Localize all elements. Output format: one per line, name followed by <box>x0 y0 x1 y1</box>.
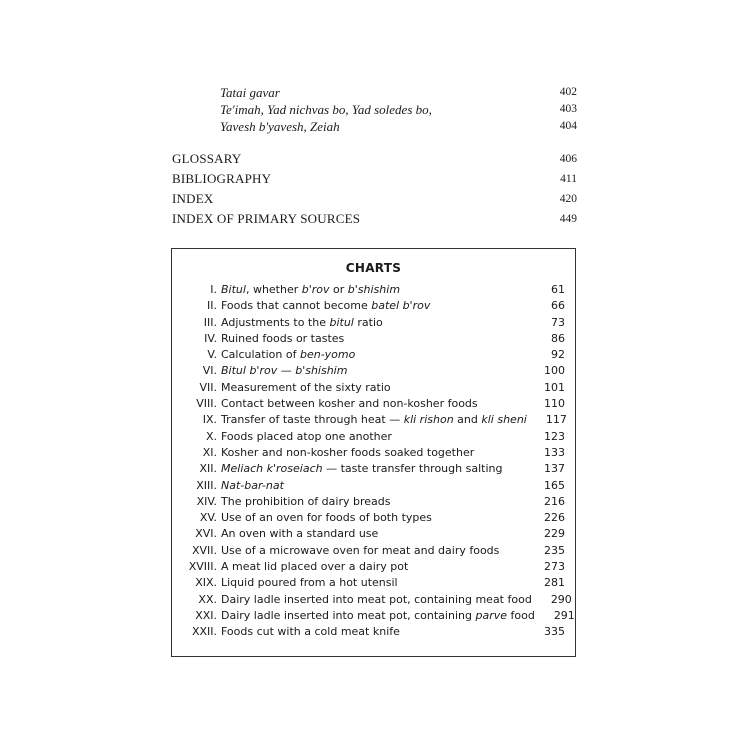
chart-list-item <box>172 559 575 575</box>
chart-list-item <box>172 347 575 363</box>
chart-title-segment: food <box>507 608 535 622</box>
chart-title <box>217 494 525 510</box>
chart-numeral: XII. <box>199 462 217 476</box>
chart-list-item <box>172 412 575 428</box>
chart-list-item <box>172 510 575 526</box>
chart-title-segment: Kosher and non-kosher foods soaked together <box>221 445 475 459</box>
chart-title-segment: The prohibition of dairy breads <box>221 494 391 508</box>
chart-numeral: II. <box>207 299 217 313</box>
toc-subentry <box>220 101 577 118</box>
chart-numeral: XVI. <box>195 527 217 541</box>
chart-list-item <box>172 282 575 298</box>
chart-title <box>217 412 527 428</box>
chart-page: 137 <box>544 462 565 476</box>
chart-title <box>217 331 525 347</box>
chart-title <box>217 315 525 331</box>
chart-title-italic-segment: b'rov <box>301 283 330 296</box>
chart-title <box>217 575 525 591</box>
chart-title <box>217 282 525 298</box>
chart-title-segment: — taste transfer through salting <box>322 462 503 476</box>
chart-title <box>217 608 535 624</box>
chart-title-segment: Contact between kosher and non-kosher foods <box>221 397 478 411</box>
chart-numeral: X. <box>205 429 217 443</box>
chart-title <box>217 478 525 494</box>
toc-subentry <box>220 84 577 101</box>
chart-title-segment: Dairy ladle inserted into meat pot, containing <box>221 608 476 622</box>
chart-title-segment: — <box>277 364 296 378</box>
toc-entry-bibliography <box>172 169 577 189</box>
chart-numeral: I. <box>210 283 217 296</box>
chart-page: 290 <box>550 592 572 606</box>
chart-page: 226 <box>544 511 565 525</box>
chart-title-segment: Foods placed atop one another <box>221 429 392 443</box>
toc-entry-title: INDEX OF PRIMARY SOURCES <box>172 211 361 226</box>
chart-title <box>217 510 525 526</box>
chart-title-segment: , whether <box>245 283 302 296</box>
chart-title-segment: Liquid poured from a hot utensil <box>221 576 398 590</box>
chart-page: 123 <box>544 429 565 443</box>
chart-title-segment: and <box>453 413 482 427</box>
chart-title-segment: Adjustments to the <box>221 315 330 329</box>
chart-title-segment: Dairy ladle inserted into meat pot, containing meat food <box>221 592 532 606</box>
chart-title-italic-segment: kli sheni <box>481 413 527 427</box>
chart-title-italic-segment: b'shishim <box>347 283 401 296</box>
chart-title <box>217 461 525 477</box>
chart-page: 100 <box>544 364 565 378</box>
toc-entry-page: 420 <box>559 193 577 205</box>
chart-page: 101 <box>544 380 565 394</box>
toc-entry-page: 406 <box>559 153 577 165</box>
chart-page: 92 <box>551 348 565 362</box>
toc-entry-title: INDEX <box>172 191 214 206</box>
chart-title-italic-segment: bitul <box>329 315 354 329</box>
chart-page: 110 <box>544 397 565 411</box>
chart-title-italic-segment: ben-yomo <box>299 348 356 362</box>
chart-numeral: VII. <box>199 380 217 394</box>
chart-page: 291 <box>553 608 575 622</box>
chart-title-segment: or <box>329 283 348 296</box>
chart-title-segment: ratio <box>353 315 383 329</box>
chart-numeral: III. <box>203 315 217 329</box>
charts-box <box>171 248 576 657</box>
chart-list-item <box>172 396 575 412</box>
chart-title-italic-segment: Meliach k'roseiach <box>221 462 323 476</box>
toc-subentry-title: Tatai gavar <box>220 85 280 100</box>
chart-title-segment: Use of an oven for foods of both types <box>221 511 432 525</box>
charts-title: CHARTS <box>345 261 402 275</box>
chart-title-segment: Foods that cannot become <box>221 299 372 313</box>
toc-entry-index <box>172 189 577 209</box>
chart-page: 335 <box>544 625 565 639</box>
chart-title <box>217 559 525 575</box>
chart-title-segment: An oven with a standard use <box>221 527 379 541</box>
chart-title-segment: Calculation of <box>221 348 300 362</box>
chart-title <box>217 624 525 640</box>
chart-page: 61 <box>551 283 565 296</box>
chart-title-italic-segment: b'shishim <box>295 364 348 378</box>
chart-title <box>217 380 525 396</box>
toc-subentry-page: 404 <box>559 120 577 132</box>
chart-list-item <box>172 624 575 640</box>
chart-list-item <box>172 315 575 331</box>
chart-numeral: XXII. <box>191 625 217 639</box>
chart-numeral: XV. <box>199 511 217 525</box>
toc-subentry-page: 403 <box>559 103 577 115</box>
chart-list-item <box>172 363 575 379</box>
chart-list-item <box>172 331 575 347</box>
chart-title <box>217 363 525 379</box>
chart-numeral: XIV. <box>196 494 217 508</box>
chart-title-italic-segment: Nat-bar-nat <box>221 478 284 492</box>
chart-numeral: IX. <box>202 413 217 427</box>
chart-numeral: XI. <box>202 445 217 459</box>
chart-title <box>217 429 525 445</box>
chart-title-segment: Ruined foods or tastes <box>221 331 345 345</box>
chart-numeral: VI. <box>202 364 217 378</box>
charts-list <box>172 282 575 641</box>
chart-title <box>217 396 525 412</box>
toc-subentry-title: Te'imah, Yad nichvas bo, Yad soledes bo, <box>220 102 432 117</box>
chart-title-segment: Transfer of taste through heat — <box>221 413 404 427</box>
chart-page: 66 <box>551 299 565 313</box>
chart-numeral: V. <box>207 348 217 362</box>
chart-list-item <box>172 429 575 445</box>
chart-title-segment: Measurement of the sixty ratio <box>221 380 391 394</box>
toc-entry-page: 411 <box>560 173 577 185</box>
chart-page: 133 <box>544 445 565 459</box>
chart-title-italic-segment: Bitul b'rov <box>221 364 278 378</box>
toc-subentry-page: 402 <box>559 86 577 98</box>
toc-entry-glossary <box>172 149 577 169</box>
chart-numeral: XXI. <box>195 608 217 622</box>
toc-entry-index-primary-sources <box>172 209 577 229</box>
chart-numeral: XVIII. <box>188 560 217 574</box>
chart-list-item <box>172 445 575 461</box>
chart-title-segment: A meat lid placed over a dairy pot <box>221 560 409 574</box>
chart-list-item <box>172 608 575 624</box>
chart-page: 229 <box>544 527 565 541</box>
chart-numeral: IV. <box>204 331 217 345</box>
chart-list-item <box>172 298 575 314</box>
chart-list-item <box>172 575 575 591</box>
chart-page: 86 <box>551 331 565 345</box>
chart-list-item <box>172 543 575 559</box>
chart-title-italic-segment: parve <box>475 608 507 622</box>
chart-numeral: XIII. <box>196 478 217 492</box>
toc-entry-title: BIBLIOGRAPHY <box>172 171 272 186</box>
chart-page: 216 <box>544 494 565 508</box>
chart-numeral: XX. <box>198 592 217 606</box>
chart-page: 281 <box>544 576 565 590</box>
chart-title <box>217 298 525 314</box>
chart-title-italic-segment: kli rishon <box>403 413 454 427</box>
chart-page: 235 <box>544 543 565 557</box>
chart-title <box>217 592 532 608</box>
toc-entry-title: GLOSSARY <box>172 151 242 166</box>
chart-list-item <box>172 380 575 396</box>
chart-page: 273 <box>544 560 565 574</box>
toc-subentry <box>220 118 577 135</box>
chart-list-item <box>172 461 575 477</box>
chart-list-item <box>172 526 575 542</box>
chart-list-item <box>172 494 575 510</box>
toc-subentry-title: Yavesh b'yavesh, Zeiah <box>220 119 340 134</box>
chart-title <box>217 347 525 363</box>
chart-list-item <box>172 478 575 494</box>
chart-title <box>217 445 525 461</box>
toc-subentries <box>220 84 577 135</box>
chart-page: 165 <box>544 478 565 492</box>
chart-page: 73 <box>551 315 565 329</box>
chart-page: 117 <box>545 413 567 427</box>
chart-numeral: XIX. <box>195 576 217 590</box>
chart-title-italic-segment: Bitul <box>221 283 246 296</box>
toc-main-entries <box>172 149 577 229</box>
chart-numeral: VIII. <box>196 397 217 411</box>
chart-title <box>217 526 525 542</box>
toc-entry-page: 449 <box>559 213 577 225</box>
chart-numeral: XVII. <box>191 543 217 557</box>
chart-list-item <box>172 592 575 608</box>
chart-title-segment: Foods cut with a cold meat knife <box>221 625 400 639</box>
chart-title <box>217 543 525 559</box>
chart-title-italic-segment: batel b'rov <box>371 299 431 313</box>
chart-title-segment: Use of a microwave oven for meat and dairy foods <box>221 543 500 557</box>
